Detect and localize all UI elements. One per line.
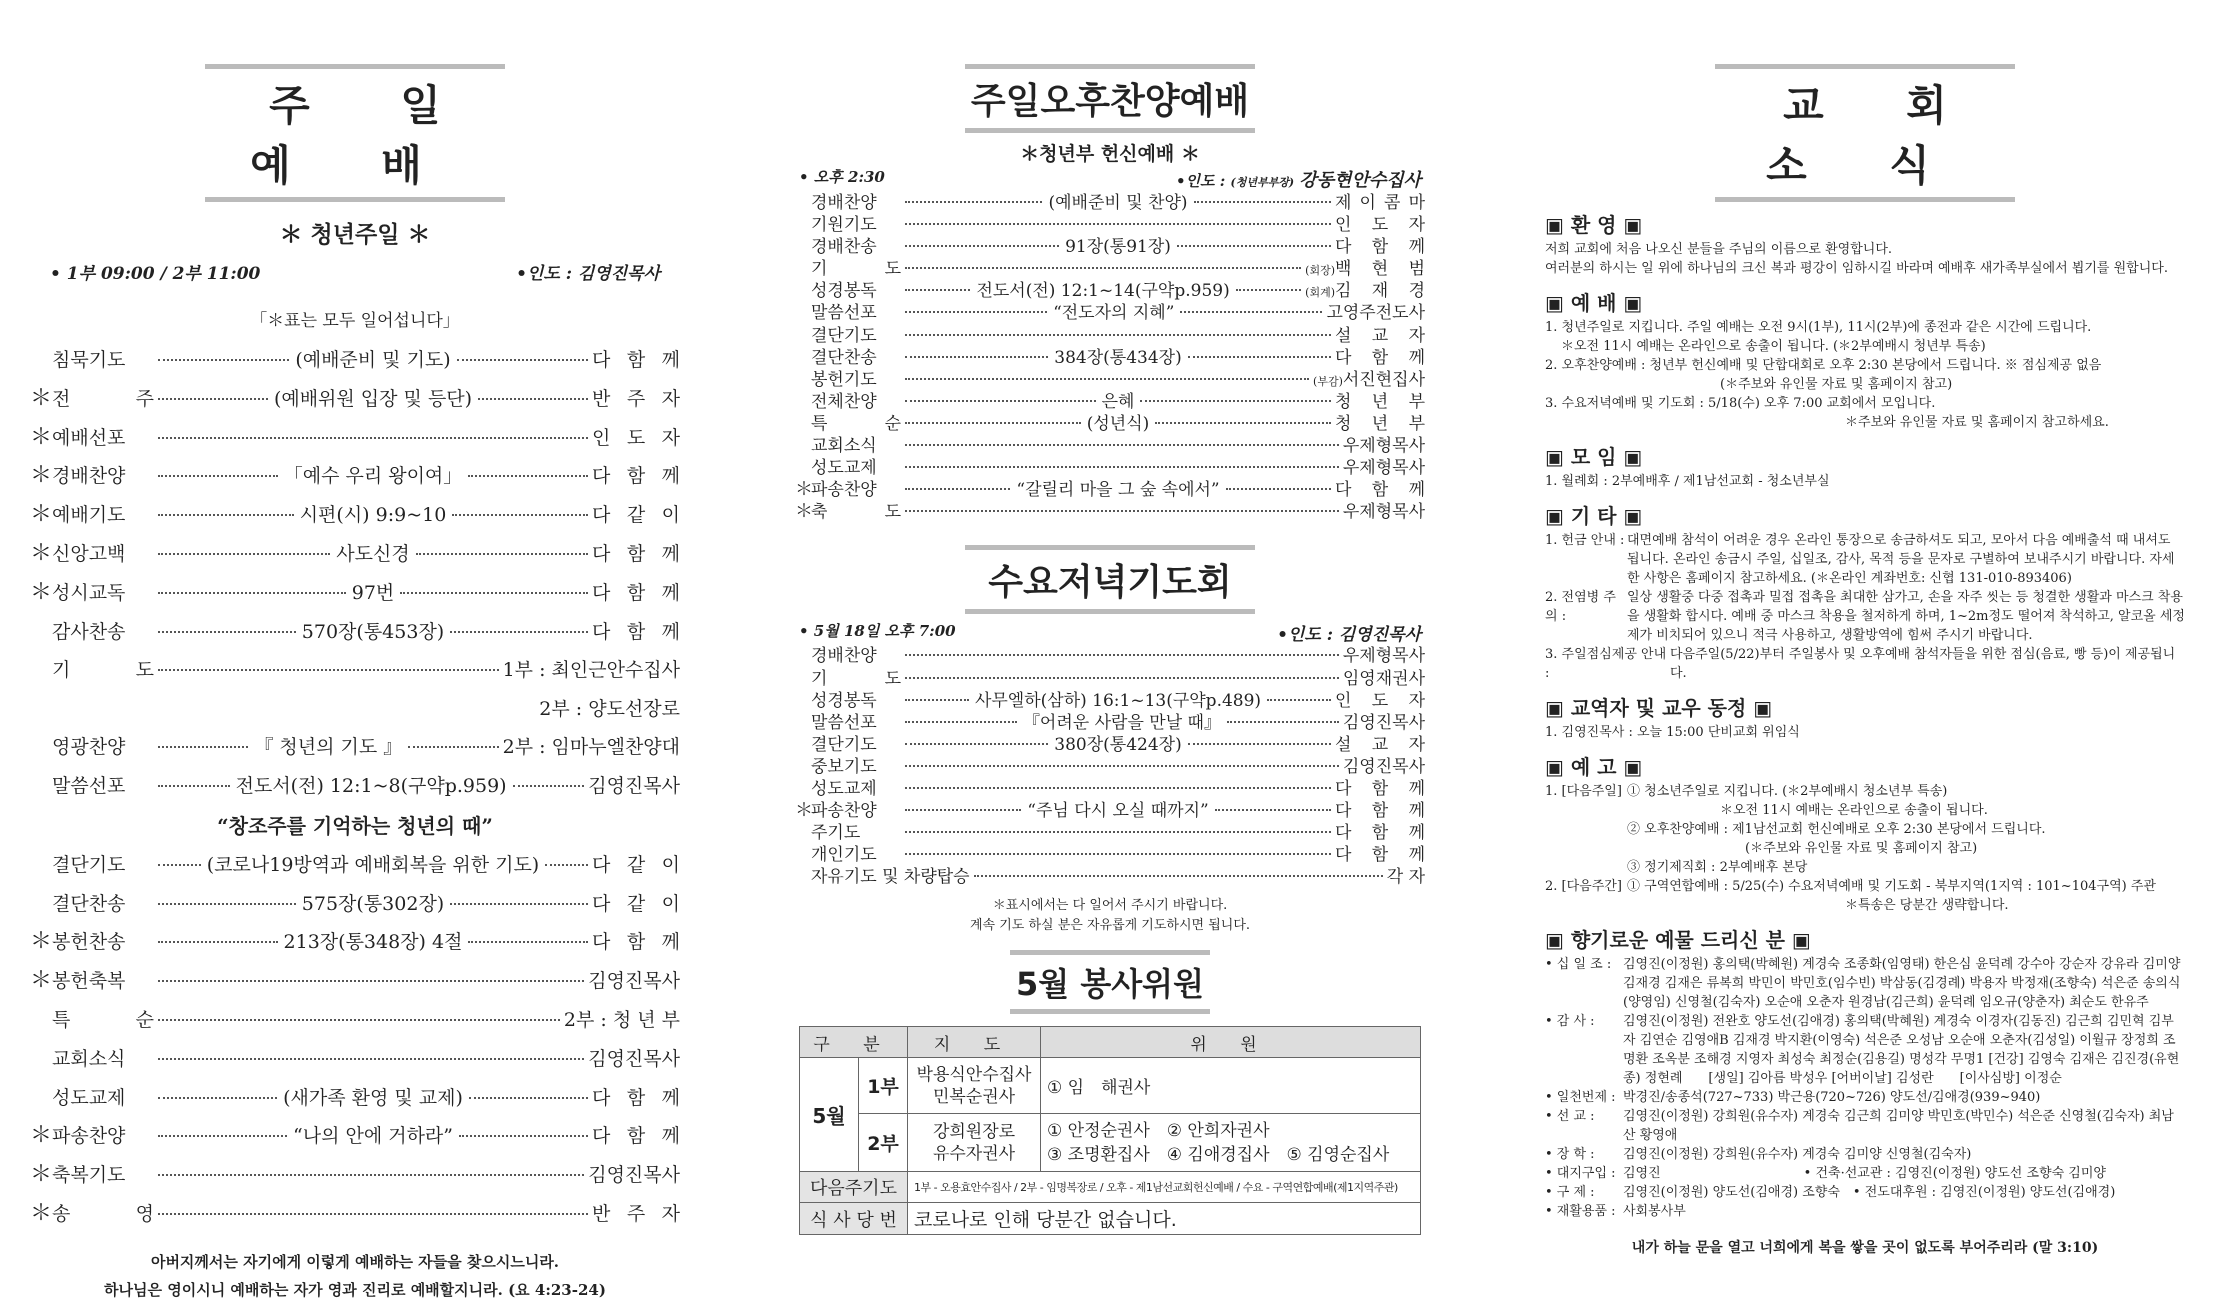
welcome-line-1: 저희 교회에 처음 나오신 분들을 주님의 이름으로 환영합니다.	[1545, 242, 1893, 257]
program-row	[30, 1079, 680, 1118]
notice-1e: ③ 정기제직회 : 2부예배후 본당	[1627, 860, 1808, 875]
servants-title: 5월 봉사위원	[1010, 950, 1210, 1014]
program-row	[30, 885, 680, 924]
stand-mark: ＊	[795, 800, 813, 822]
worship-1: 1. 청년주일로 지킵니다. 주일 예배는 오전 9시(1부), 11시(2부)에 종전과 같은 시간에 드립니다.	[1545, 320, 2092, 335]
stand-mark: ＊	[30, 929, 53, 955]
program-person: 다 함 께	[592, 465, 680, 488]
footer-verse: 내가 하늘 문을 열고 너희에게 복을 쌓을 곳이 없도록 부어주리라 (말 3:10)	[1631, 1240, 2099, 1256]
program-content: 380장(통424장)	[1054, 734, 1182, 755]
program-person: 반 주 자	[592, 387, 681, 410]
program-row	[30, 1195, 680, 1234]
month-cell: 5월	[800, 1058, 859, 1172]
notice-1d: (＊주보와 유인물 자료 및 홈페이지 참고)	[1745, 841, 1978, 856]
program-label: 파송찬양	[52, 1125, 126, 1148]
program-person: 다 함 께	[592, 581, 680, 604]
program-person: 김영진목사	[1342, 756, 1425, 777]
program-content: 전도서(전) 12:1~14(구약p.959)	[976, 281, 1230, 302]
program-person: 다 함 께	[1335, 801, 1425, 822]
program-row	[795, 258, 1425, 280]
program-row	[795, 501, 1425, 523]
afternoon-column	[795, 0, 1425, 1235]
program-content: (코로나19방역과 예배회복을 위한 기도)	[206, 853, 540, 876]
program-row	[795, 778, 1425, 800]
program-label: 교회소식	[52, 1047, 126, 1070]
program-person: 각 자	[1386, 867, 1425, 888]
program-row	[795, 457, 1425, 479]
program-row	[30, 728, 680, 767]
program-row	[795, 844, 1425, 866]
program-label: 봉헌기도	[811, 369, 877, 390]
program-person: 반 주 자	[592, 1202, 680, 1225]
notice-1: 1. [다음주일] ① 청소년주일로 지킵니다. (＊2부예배시 청소년부 특송)	[1545, 784, 1948, 799]
offering-entry: • 일천번제 : 박경진/송종석(727~733) 박근용(720~726) 양도선/김애경(939~940)	[1545, 1090, 2041, 1105]
program-row	[30, 1156, 680, 1195]
program-row	[795, 479, 1425, 501]
program-content: 사무엘하(삼하) 16:1~13(구약p.489)	[974, 690, 1262, 711]
stand-mark: ＊	[30, 463, 53, 489]
program-row	[795, 214, 1425, 236]
program-row	[795, 391, 1425, 413]
program-person: 다 함 께	[1335, 823, 1425, 844]
program-person: 김영진목사	[588, 1047, 680, 1070]
program-label: 특 순	[811, 413, 901, 434]
sunday-theme: ＊ 청년주일 ＊	[279, 222, 431, 248]
program-row	[30, 341, 680, 380]
program-content: “주님 다시 오실 때까지”	[1027, 801, 1209, 822]
afternoon-time: • 오후 2:30	[799, 168, 885, 186]
part1-members: ① 임 해권사	[1041, 1058, 1421, 1114]
program-content: 은혜	[1101, 391, 1135, 412]
stand-mark: ＊	[30, 540, 53, 566]
etc-heading: ▣ 기 타 ▣	[1545, 504, 1643, 528]
program-label: 기 도	[52, 659, 154, 682]
staff-heading: ▣ 교역자 및 교우 동정 ▣	[1545, 696, 1773, 720]
sunday-note: 「＊표는 모두 일어섭니다」	[250, 311, 460, 331]
sunday-times: • 1부 09:00 / 2부 11:00	[50, 264, 261, 284]
program-row	[30, 846, 680, 885]
program-person: 설 교 자	[1335, 325, 1425, 346]
program-row	[795, 435, 1425, 457]
program-person: 우제형목사	[1342, 646, 1425, 667]
program-row	[30, 767, 680, 806]
next-prayer-label: 다음주기도	[800, 1172, 908, 1203]
program-label: 축복기도	[52, 1164, 126, 1187]
program-label: 파송찬양	[811, 480, 877, 501]
offering-entry: • 감 사 : 김영진(이정원) 전완호 양도선(김애경) 홍의택(박혜원) 계경숙 이경자(김동진) 김근희 김민혁 김부자 김연순 김영애B 김재경 박지환(이영숙) 석은준 오성남 오순애 오춘자(김성일) 이월규 장정희 조명환 조옥분 조해경 지영자 최성숙 최정순(김용길) 명성각 무명1 [건강] 김영숙 김재은 김진경(유현종) 정현례 [생일] 김아름 박성우 [어버이날] 김성란 [이사심방] 이정순	[1545, 1014, 2180, 1086]
part2-cell: 2부	[859, 1114, 908, 1172]
program-label: 성경봉독	[811, 690, 877, 711]
program-label: 봉헌찬송	[52, 931, 126, 954]
program-label: 개인기도	[811, 845, 877, 866]
program-label: 결단기도	[811, 734, 877, 755]
program-person: 설 교 자	[1335, 734, 1425, 755]
wednesday-note-2: 계속 기도 하실 분은 자유롭게 기도하시면 됩니다.	[969, 918, 1251, 934]
worship-2: 2. 오후찬양예배 : 청년부 헌신예배 및 단합대회로 오후 2:30 본당에서 드립니다. ※ 점심제공 없음	[1545, 358, 2102, 373]
program-label: 말씀선포	[811, 303, 877, 324]
meal-label: 식 사 당 번	[800, 1203, 908, 1235]
program-label: 파송찬양	[811, 801, 877, 822]
program-row	[30, 496, 680, 535]
program-person: 다 같 이	[592, 853, 680, 876]
etc-2: 2. 전염병 주의 : 일상 생활중 다중 접촉과 밀접 접촉을 최대한 삼가고, 손을 자주 씻는 등 청결한 생활과 마스크 착용을 생활화 합시다. 예배 중 마스크 착용을 철저하게 하며, 1~2m정도 떨어져 착석하고, 알코올 세정제가 비치되어 있으니 적극 사용하고, 생활방역에 힘써 주시기 바랍니다.	[1545, 590, 2185, 643]
program-label: 성도교제	[811, 458, 877, 479]
program-label: 자유기도 및 차량탑승	[811, 867, 970, 888]
program-row	[795, 413, 1425, 435]
stand-mark: ＊	[30, 968, 53, 994]
program-label: 예배기도	[52, 504, 126, 527]
program-row	[30, 962, 680, 1001]
program-person: 다 함 께	[1335, 778, 1425, 799]
program-label: 말씀선포	[52, 774, 126, 797]
program-content: “전도자의 지혜”	[1053, 303, 1175, 324]
program-row	[795, 280, 1425, 302]
program-label: 예배선포	[52, 426, 126, 449]
program-row	[795, 369, 1425, 391]
program-label: 성도교제	[811, 778, 877, 799]
program-content: “갈릴리 마을 그 숲 속에서”	[1016, 480, 1220, 501]
program-person: 다 함 께	[592, 1086, 680, 1109]
program-content: 213장(통348장) 4절	[283, 931, 463, 954]
program-person: 다 함 께	[1335, 480, 1425, 501]
stand-mark: ＊	[30, 502, 53, 528]
program-person: 다 함 께	[592, 620, 681, 643]
sunday-title: 주 일 예 배	[205, 64, 505, 202]
program-row	[30, 380, 680, 419]
servants-table	[799, 1026, 1421, 1235]
stand-mark: ＊	[30, 424, 53, 450]
program-row	[30, 1001, 680, 1040]
program-content: (예배준비 및 찬양)	[1048, 193, 1188, 213]
verse-line-1: 아버지께서는 자기에게 이렇게 예배하는 자들을 찾으시느니라.	[150, 1252, 560, 1271]
program-person: 우제형목사	[1342, 502, 1425, 523]
program-label: 성시교독	[52, 581, 126, 604]
stand-mark: ＊	[30, 1123, 53, 1149]
meal-value: 코로나로 인해 당분간 없습니다.	[908, 1203, 1421, 1235]
wednesday-title: 수요저녁기도회	[965, 545, 1255, 614]
part2-lead: 강희원장로 유수자권사	[908, 1114, 1041, 1172]
program-row	[30, 419, 680, 458]
welcome-line-2: 여러분의 하시는 일 위에 하나님의 크신 복과 평강이 임하시길 바라며 예배후 새가족부실에서 뵙기를 원합니다.	[1545, 261, 2168, 276]
stand-mark: ＊	[795, 479, 813, 501]
role-tag: (부감)	[1313, 374, 1343, 388]
wednesday-leader: •인도 : 김영진목사	[1277, 625, 1421, 646]
sunday-leader: •인도 : 김영진목사	[516, 264, 660, 284]
program-content: 570장(통453장)	[301, 620, 445, 643]
offering-entry: • 선 교 : 김영진(이정원) 강희원(유수자) 계경숙 김근희 김미양 박민호(박민수) 석은준 신영철(김숙자) 최남산 황영애	[1545, 1109, 2174, 1143]
notice-heading: ▣ 예 고 ▣	[1545, 755, 1643, 779]
program-content: 「예수 우리 왕이여」	[283, 465, 463, 488]
offering-entry: • 재활용품 : 사회봉사부	[1545, 1204, 1686, 1219]
program-content: 시편(시) 9:9~10	[299, 504, 447, 527]
offering-entry: • 장 학 : 김영진(이정원) 강희원(유수자) 계경숙 김미양 신영철(김숙자)	[1545, 1147, 1972, 1162]
program-content: 사도신경	[336, 542, 410, 565]
program-row	[795, 236, 1425, 258]
program-row	[30, 1117, 680, 1156]
program-label: 전체찬양	[811, 391, 877, 412]
program-person: 다 함 께	[1335, 347, 1425, 368]
stand-mark: ＊	[30, 1200, 53, 1226]
notice-1b: ＊오전 11시 예배는 온라인으로 송출이 됩니다.	[1720, 803, 1988, 818]
program-label: 감사찬송	[52, 620, 126, 643]
program-row	[30, 574, 680, 613]
worship-3: 3. 수요저녁예배 및 기도회 : 5/18(수) 오후 7:00 교회에서 모입니다.	[1545, 396, 1936, 411]
etc-1: 1. 헌금 안내 : 대면예배 참석이 어려운 경우 온라인 통장으로 송금하셔도 되고, 모아서 다음 예배출석 때 내셔도 됩니다. 온라인 송금시 주일, 십일조, 감사, 목적 등을 문자로 구별하여 보내주시기 바랍니다. 자세한 사항은 홈페이지 참고하세요. (＊온라인 계좌번호: 신협 131-010-893406)	[1545, 533, 2175, 586]
program-person: 우제형목사	[1342, 458, 1425, 479]
program-content: 전도서(전) 12:1~8(구약p.959)	[235, 774, 507, 797]
program-label: 결단찬송	[52, 892, 126, 915]
program-content: 97번	[351, 581, 395, 604]
program-person: 2부 : 임마누엘찬양대	[502, 736, 681, 759]
stand-mark: ＊	[30, 1162, 53, 1188]
program-person: 다 함 께	[592, 931, 680, 954]
program-label: 특 순	[52, 1008, 154, 1031]
program-label: 봉헌축복	[52, 970, 126, 993]
program-label: 기 도	[811, 259, 901, 280]
worship-2a: (＊주보와 유인물 자료 및 홈페이지 참고)	[1720, 377, 1953, 392]
th-leader: 지 도	[908, 1027, 1041, 1058]
program-label: 교회소식	[811, 436, 877, 457]
program-row	[795, 325, 1425, 347]
program-person: 청 년 부	[1335, 413, 1425, 434]
program-row	[795, 712, 1425, 734]
program-content: 384장(통434장)	[1054, 347, 1182, 368]
staff-1: 1. 김영진목사 : 오늘 15:00 단비교회 위임식	[1545, 725, 1800, 740]
part2-members: ① 안정순권사 ② 안희자권사 ③ 조명환집사 ④ 김애경집사 ⑤ 김영순집사	[1041, 1114, 1421, 1172]
th-division: 구 분	[800, 1027, 908, 1058]
program-content: 『어려운 사람을 만날 때』	[1022, 712, 1221, 733]
notice-2b: ＊특송은 당분간 생략합니다.	[1845, 898, 2009, 913]
program-content: (예배위원 입장 및 등단)	[273, 387, 473, 410]
worship-3a: ＊주보와 유인물 자료 및 홈페이지 참고하세요.	[1845, 415, 2109, 430]
program-person: 우제형목사	[1342, 436, 1425, 457]
offering-entry: • 구 제 : 김영진(이정원) 양도선(김애경) 조향숙 • 전도대후원 : 김영진(이정원) 양도선(김애경)	[1545, 1185, 2116, 1200]
program-person: 인 도 자	[1335, 690, 1426, 711]
program-person: 다 함 께	[592, 1125, 681, 1148]
program-person: 다 함 께	[1335, 845, 1425, 866]
offering-entry: • 십 일 조 : 김영진(이정원) 홍의택(박혜원) 계경숙 조종화(임영태) 한은심 윤덕례 강수아 강순자 강유라 김미양 김재경 김재은 류복희 박민이 박민호(임수빈) 박삼동(김경례) 박용자 박정재(조향숙) 석은준 송의식(양영임) 신영철(김숙자) 오순애 오춘자 원경남(김근희) 윤덕례 임오규(양춘자) 최순도 한유주	[1545, 957, 2181, 1010]
welcome-heading: ▣ 환 영 ▣	[1545, 213, 1643, 237]
wednesday-note-1: ＊표시에서는 다 일어서 주시기 바랍니다.	[992, 898, 1228, 914]
sunday-prayer-2: 2부 : 양도선장로	[539, 698, 680, 721]
program-row	[30, 535, 680, 574]
program-content: (성년식)	[1086, 413, 1150, 434]
offering-entry: • 대지구입 : 김영진 • 건축·선교관 : 김영진(이정원) 양도선 조향숙 김미양	[1545, 1166, 2106, 1181]
part1-cell: 1부	[859, 1058, 908, 1114]
afternoon-theme: ＊청년부 헌신예배 ＊	[1020, 143, 1200, 165]
church-news-column	[1545, 0, 2185, 1257]
program-row	[30, 457, 680, 496]
program-person: 임영재권사	[1342, 668, 1425, 689]
program-label: 결단찬송	[811, 347, 877, 368]
program-person: 다 같 이	[592, 504, 681, 527]
th-member: 위 원	[1041, 1027, 1421, 1058]
program-row	[795, 690, 1425, 712]
program-person: 2부 : 청 년 부	[563, 1008, 680, 1031]
stand-mark: ＊	[30, 385, 53, 411]
program-label: 경배찬양	[52, 465, 126, 488]
program-label: 전 주	[52, 387, 154, 410]
program-content: 575장(통302장)	[301, 892, 445, 915]
program-label: 주기도	[811, 823, 861, 844]
program-content: 91장(통91장)	[1065, 237, 1171, 258]
program-person: 고영주전도사	[1326, 303, 1425, 324]
program-person: 김영진목사	[1342, 712, 1426, 733]
program-person: 인 도 자	[1335, 215, 1425, 236]
program-row	[795, 192, 1425, 214]
next-prayer: 1부 - 오용효안수집사 / 2부 - 임명복장로 / 오후 - 제1남선교회헌신예배 / 수요 - 구역연합예배(제1지역주관)	[908, 1172, 1421, 1203]
program-row	[795, 347, 1425, 369]
program-label: 성도교제	[52, 1086, 126, 1109]
program-label: 기원기도	[811, 215, 877, 236]
program-person: 제 이 콤 마	[1335, 193, 1425, 213]
program-row	[795, 866, 1425, 888]
program-label: 경배찬양	[811, 193, 877, 213]
role-tag: (회장)	[1305, 264, 1335, 278]
program-person: 김영진목사	[588, 1164, 680, 1187]
program-label: 경배찬양	[811, 646, 877, 667]
program-label: 중보기도	[811, 756, 877, 777]
program-person: 1부 : 최인근안수집사	[502, 659, 680, 682]
program-person: 인 도 자	[592, 426, 680, 449]
program-row	[30, 1040, 680, 1079]
offering-heading: ▣ 향기로운 예물 드리신 분 ▣	[1545, 928, 1811, 952]
program-row	[30, 651, 680, 690]
news-title: 교 회 소 식	[1715, 64, 2015, 202]
program-content: (새가족 환영 및 교제)	[283, 1086, 463, 1109]
afternoon-title: 주일오후찬양예배	[965, 64, 1255, 133]
program-person: 다 함 께	[592, 542, 681, 565]
worship-heading: ▣ 예 배 ▣	[1545, 291, 1643, 315]
worship-1a: ＊오전 11시 예배는 온라인으로 송출이 됩니다. (＊2부예배시 청년부 특송)	[1561, 339, 1986, 354]
verse-line-2: 하나님은 영이시니 예배하는 자가 영과 진리로 예배할지니라. (요 4:23-24)	[104, 1280, 606, 1299]
program-person: 백 현 범	[1335, 259, 1425, 280]
program-label: 축 도	[811, 502, 901, 523]
stand-mark: ＊	[30, 579, 53, 605]
program-row	[795, 645, 1425, 667]
program-label: 말씀선포	[811, 712, 877, 733]
stand-mark: ＊	[795, 501, 813, 523]
program-person: 김영진목사	[588, 970, 680, 993]
program-row	[795, 800, 1425, 822]
program-person: 다 함 께	[592, 349, 681, 371]
notice-1c: ② 오후찬양예배 : 제1남선교회 헌신예배로 오후 2:30 본당에서 드립니다.	[1627, 822, 2046, 837]
program-label: 영광찬양	[52, 736, 126, 759]
meeting-heading: ▣ 모 임 ▣	[1545, 445, 1643, 469]
program-label: 신앙고백	[52, 542, 126, 565]
program-content: “나의 안에 거하라”	[293, 1125, 453, 1148]
program-person: 김 재 경	[1335, 281, 1426, 302]
program-label: 결단기도	[811, 325, 877, 346]
meeting-1: 1. 월례회 : 2부예배후 / 제1남선교회 - 청소년부실	[1545, 474, 1830, 489]
program-label: 성경봉독	[811, 281, 877, 302]
program-label: 결단기도	[52, 853, 126, 876]
wednesday-time: • 5월 18일 오후 7:00	[799, 622, 956, 641]
program-row	[795, 668, 1425, 690]
program-row	[795, 822, 1425, 844]
program-label: 송 영	[52, 1202, 154, 1225]
program-row	[795, 302, 1425, 324]
role-tag: (회계)	[1305, 286, 1336, 300]
program-label: 침묵기도	[52, 349, 126, 371]
program-person: 김영진목사	[588, 774, 680, 797]
program-label: 기 도	[811, 668, 901, 689]
program-row	[795, 734, 1425, 756]
program-row	[795, 756, 1425, 778]
program-row	[30, 923, 680, 962]
part1-lead: 박용식안수집사 민복순권사	[908, 1058, 1041, 1114]
program-person: 서진현집사	[1342, 369, 1425, 390]
program-content: (예배준비 및 기도)	[295, 349, 451, 371]
notice-2: 2. [다음주간] ① 구역연합예배 : 5/25(수) 수요저녁예배 및 기도회 - 북부지역(1지역 : 101~104구역) 주관	[1545, 879, 2156, 894]
program-content: 『 청년의 기도 』	[254, 736, 403, 759]
program-person: 다 함 께	[1335, 237, 1426, 258]
program-label: 경배찬송	[811, 237, 877, 258]
program-row	[30, 613, 680, 652]
sunday-sermon-title: “창조주를 기억하는 청년의 때”	[217, 813, 493, 838]
afternoon-leader: •인도 : (청년부부장) 강동현안수집사	[1175, 170, 1421, 191]
program-person: 청 년 부	[1335, 391, 1426, 412]
etc-3: 3. 주일점심제공 안내 : 다음주일(5/22)부터 주일봉사 및 오후예배 참석자들을 위한 점심(음료, 빵 등)이 제공됩니다.	[1545, 647, 2176, 681]
sunday-worship-column	[30, 0, 680, 1304]
program-person: 다 같 이	[592, 892, 681, 915]
